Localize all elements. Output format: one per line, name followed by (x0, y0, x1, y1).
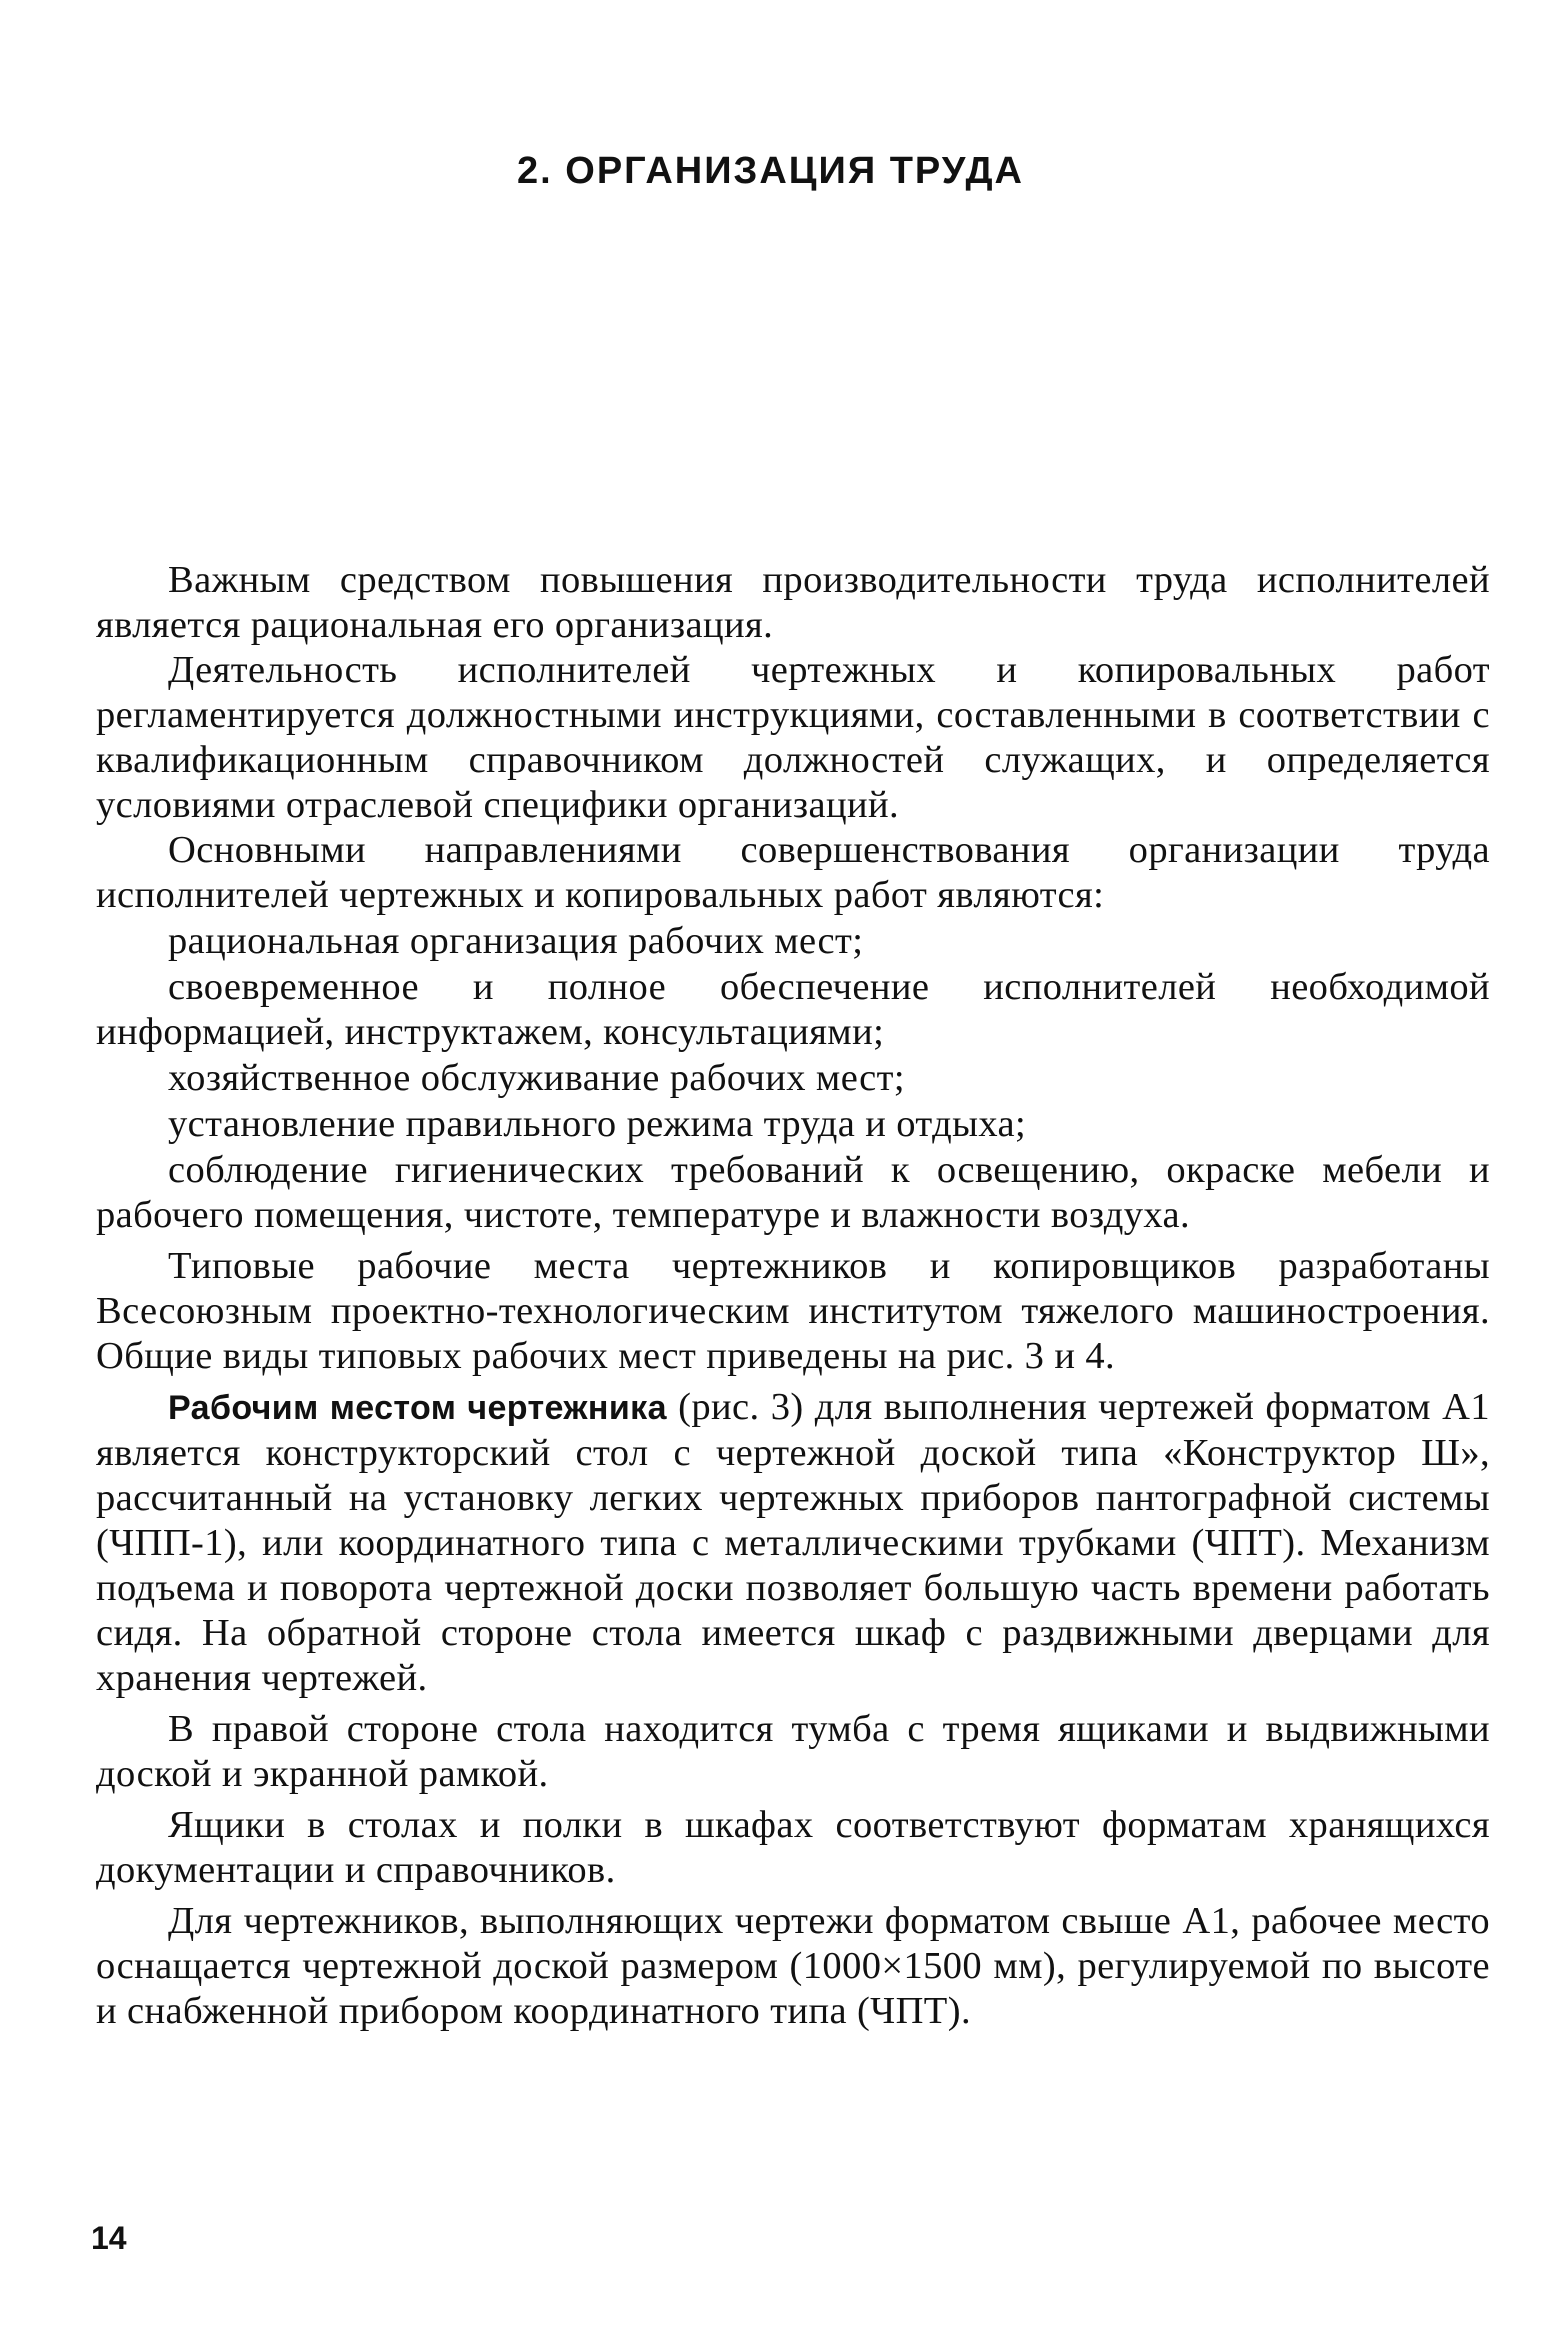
body-text (96, 558, 1490, 2034)
page-number: 14 (91, 2220, 127, 2256)
direction-item: установление правильного режима труда и отдыха; (168, 1103, 1027, 1145)
direction-item: хозяйственное обслуживание рабочих мест; (168, 1057, 905, 1099)
paragraph-regulation: Деятельность исполнителей чертежных и копировальных работ регламентируется должностными инструкциями, составленными в соответствии с квалификационным справочником должностей служащих, и определяется условиями отраслевой специфики организаций. (96, 649, 1490, 826)
draftsman-workplace-text: (рис. 3) для выполнения чертежей форматом А1 является конструкторский стол с чертежной доской типа «Конструктор Ш», рассчитанный на установку легких чертежных приборов пантографной системы (ЧПП-1), или координатного типа с металлическими трубками (ЧПТ). Механизм подъема и поворота чертежной доски позволяет большую часть времени работать сидя. На обратной стороне стола имеется шкаф с раздвижными дверцами для хранения чертежей. (96, 1386, 1490, 1699)
paragraph-draftsman-workplace (96, 1385, 1490, 1701)
direction-item: соблюдение гигиенических требований к освещению, окраске мебели и рабочего помещения, чистоте, температуре и влажности воздуха. (96, 1149, 1490, 1236)
paragraph-drawers: Ящики в столах и полки в шкафах соответствуют форматам хранящихся документации и справочников. (96, 1804, 1490, 1891)
paragraph-typical-workplaces: Типовые рабочие места чертежников и копировщиков разработаны Всесоюзным проектно-технологическим институтом тяжелого машиностроения. Общие виды типовых рабочих мест приведены на рис. 3 и 4. (96, 1245, 1490, 1377)
section-heading: 2. ОРГАНИЗАЦИЯ ТРУДА (517, 150, 1024, 192)
direction-item: рациональная организация рабочих мест; (168, 920, 864, 962)
paragraph-intro: Важным средством повышения производительности труда исполнителей является рациональная его организация. (96, 559, 1490, 646)
draftsman-workplace-lead: Рабочим местом чертежника (168, 1389, 667, 1427)
paragraph-side-cabinet: В правой стороне стола находится тумба с тремя ящиками и выдвижными доской и экранной рамкой. (96, 1708, 1490, 1795)
paragraph-large-format: Для чертежников, выполняющих чертежи форматом свыше А1, рабочее место оснащается чертежной доской размером (1000×1500 мм), регулируемой по высоте и снабженной прибором координатного типа (ЧПТ). (96, 1900, 1490, 2032)
paragraph-directions-intro: Основными направлениями совершенствования организации труда исполнителей чертежных и копировальных работ являются: (96, 829, 1490, 916)
direction-item: своевременное и полное обеспечение исполнителей необходимой информацией, инструктажем, консультациями; (96, 966, 1490, 1053)
